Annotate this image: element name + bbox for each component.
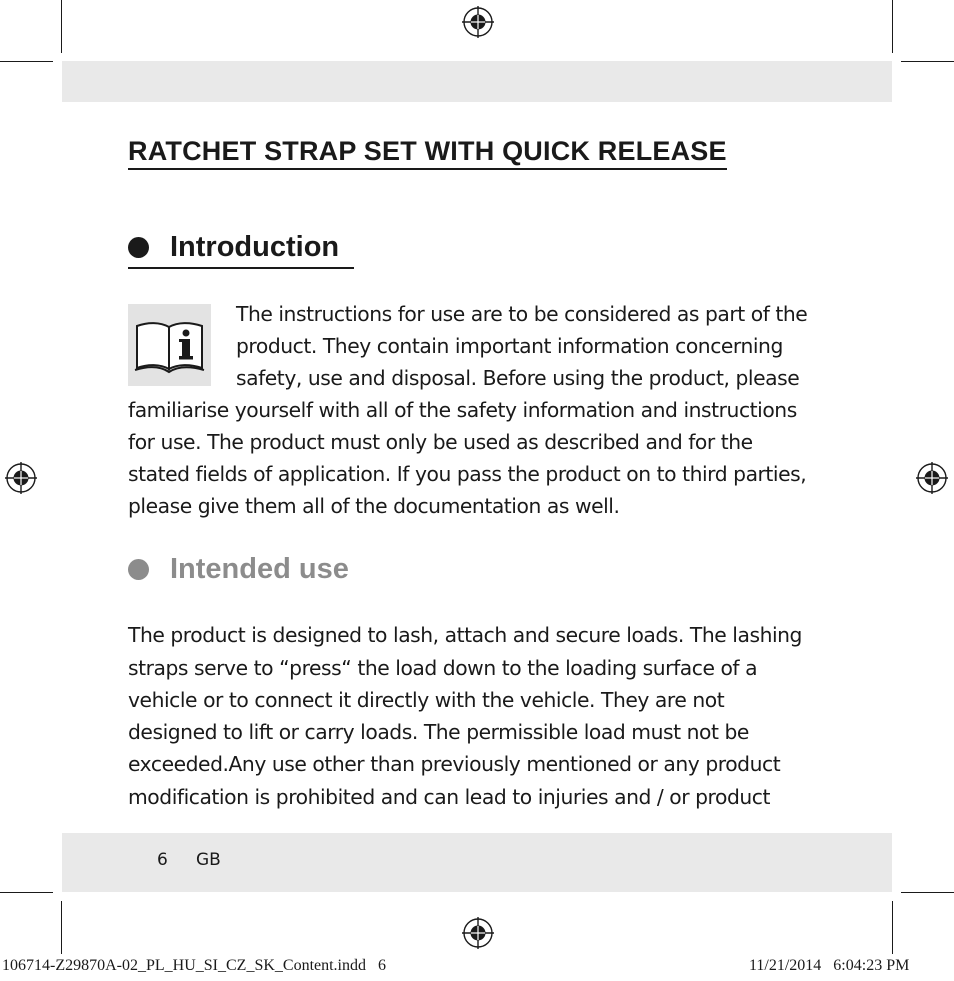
footer-band <box>62 833 892 892</box>
crop-mark <box>901 61 954 62</box>
crop-mark <box>61 0 62 53</box>
book-info-icon <box>128 304 211 386</box>
intro-line: for use. The product must only be used as described and for the <box>128 430 753 454</box>
page-title: RATCHET STRAP SET WITH QUICK RELEASE <box>128 134 727 170</box>
print-slug-file: 106714-Z29870A-02_PL_HU_SI_CZ_SK_Content.indd 6 <box>2 957 386 974</box>
intended-use-line: modification is prohibited and can lead to injuries and / or product <box>128 785 770 809</box>
intended-use-line: designed to lift or carry loads. The permissible load must not be <box>128 720 749 744</box>
intro-line: please give them all of the documentation as well. <box>128 494 620 518</box>
intro-line: product. They contain important information concerning <box>236 334 783 358</box>
intro-line: familiarise yourself with all of the safety information and instructions <box>128 398 797 422</box>
intro-line: safety, use and disposal. Before using the product, please <box>236 366 800 390</box>
section-heading-introduction: Introduction <box>170 231 340 263</box>
registration-mark-icon <box>461 5 495 39</box>
registration-mark-icon <box>915 461 949 495</box>
language-code: GB <box>196 850 221 870</box>
crop-mark <box>892 0 893 53</box>
intended-use-line: straps serve to “press“ the load down to the loading surface of a <box>128 656 758 680</box>
section-heading-intended-use: Intended use <box>170 553 349 585</box>
intended-use-line: vehicle or to connect it directly with the vehicle. They are not <box>128 688 725 712</box>
heading-underline <box>128 267 354 269</box>
intended-use-line: exceeded.Any use other than previously mentioned or any product <box>128 752 781 776</box>
crop-mark <box>901 892 954 893</box>
print-slug-timestamp: 11/21/2014 6:04:23 PM <box>749 957 910 974</box>
registration-mark-icon <box>4 461 38 495</box>
intended-use-line: The product is designed to lash, attach and secure loads. The lashing <box>128 623 802 647</box>
section-bullet-icon <box>128 559 149 580</box>
page-number: 6 <box>157 850 168 870</box>
header-band <box>62 61 892 102</box>
crop-mark <box>892 901 893 954</box>
crop-mark <box>0 892 53 893</box>
crop-mark <box>0 61 53 62</box>
intro-line: The instructions for use are to be considered as part of the <box>236 302 808 326</box>
section-bullet-icon <box>128 237 149 258</box>
registration-mark-icon <box>461 916 495 950</box>
intro-line: stated fields of application. If you pass the product on to third parties, <box>128 462 807 486</box>
crop-mark <box>61 901 62 954</box>
